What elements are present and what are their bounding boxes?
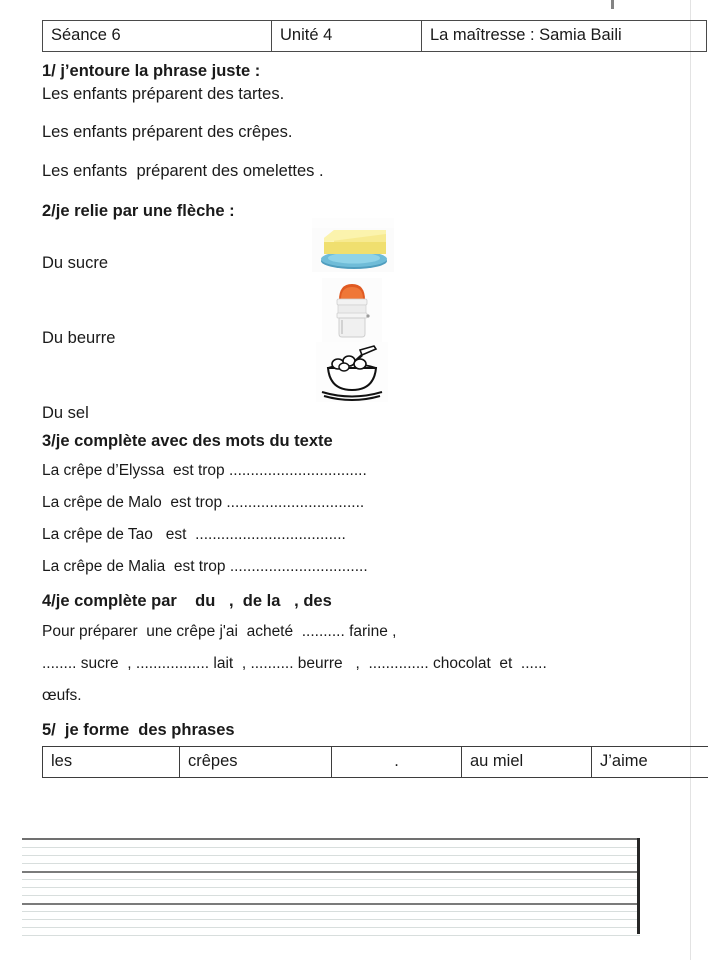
exercise-2-title: 2/je relie par une flèche : <box>42 202 235 221</box>
header-cell-maitresse: La maîtresse : Samia Baili <box>422 21 707 52</box>
match-word-beurre[interactable]: Du beurre <box>42 328 116 347</box>
header-cell-seance: Séance 6 <box>43 21 272 52</box>
exercise-1-title: 1/ j’entoure la phrase juste : <box>42 62 261 80</box>
header-row <box>43 21 707 52</box>
ruled-major-line-1 <box>22 871 640 873</box>
header-cell-unite: Unité 4 <box>272 21 422 52</box>
exercise-5-title: 5/ je forme des phrases <box>42 721 235 740</box>
phrase-cell-jaime[interactable]: J’aime <box>592 746 708 777</box>
phrase-cell-crepes[interactable]: crêpes <box>180 746 332 777</box>
ruled-right-margin <box>637 838 640 934</box>
sugar-bowl-icon <box>316 342 388 402</box>
exercise-4-blank-2[interactable]: ........ sucre , ................. lait , .......... beurre , .............. chocolat et ...... <box>42 654 547 672</box>
exercise-2-matching-area <box>42 226 662 422</box>
exercise-4-blank-1[interactable]: Pour préparer une crêpe j'ai acheté .......... farine , <box>42 623 397 641</box>
worksheet-content <box>42 20 662 778</box>
butter-on-plate-image[interactable] <box>312 218 394 272</box>
phrase-builder-table <box>42 746 708 778</box>
exercise-3-blank-3[interactable]: La crêpe de Tao est ................................... <box>42 525 346 543</box>
exercise-4-blank-3[interactable]: œufs. <box>42 686 82 704</box>
exercise-1-option-1[interactable]: Les enfants préparent des tartes. <box>42 84 285 103</box>
match-word-sel[interactable]: Du sel <box>42 403 89 422</box>
exercise-1-option-2[interactable]: Les enfants préparent des crêpes. <box>42 123 293 142</box>
exercise-3-blank-2[interactable]: La crêpe de Malo est trop ................................ <box>42 494 365 512</box>
salt-shaker-image[interactable] <box>322 278 382 342</box>
scan-edge-line <box>690 0 691 960</box>
exercise-3-blank-1[interactable]: La crêpe d’Elyssa est trop ................................ <box>42 462 367 480</box>
match-word-sucre[interactable]: Du sucre <box>42 253 109 272</box>
exercise-4 <box>42 591 662 711</box>
phrase-cell-les[interactable]: les <box>43 746 180 777</box>
exercise-5 <box>42 720 662 778</box>
salt-shaker-icon <box>322 278 382 342</box>
phrase-builder-row <box>43 746 708 777</box>
exercise-3-blank-4[interactable]: La crêpe de Malia est trop ................................ <box>42 557 368 575</box>
exercise-1-option-3[interactable]: Les enfants préparent des omelettes . <box>42 161 324 180</box>
exercise-1 <box>42 61 662 179</box>
phrase-cell-period[interactable]: . <box>332 746 462 777</box>
sugar-bowl-image[interactable] <box>316 342 388 402</box>
butter-icon <box>312 218 394 272</box>
phrase-cell-au-miel[interactable]: au miel <box>462 746 592 777</box>
header-table <box>42 20 707 52</box>
exercise-4-title: 4/je complète par du , de la , des <box>42 592 332 611</box>
ruled-major-line-2 <box>22 903 640 905</box>
exercise-3 <box>42 431 662 583</box>
exercise-2 <box>42 201 662 422</box>
exercise-3-title: 3/je complète avec des mots du texte <box>42 431 333 450</box>
scan-artifact-speck <box>611 0 614 9</box>
ruled-writing-area[interactable] <box>22 838 640 936</box>
